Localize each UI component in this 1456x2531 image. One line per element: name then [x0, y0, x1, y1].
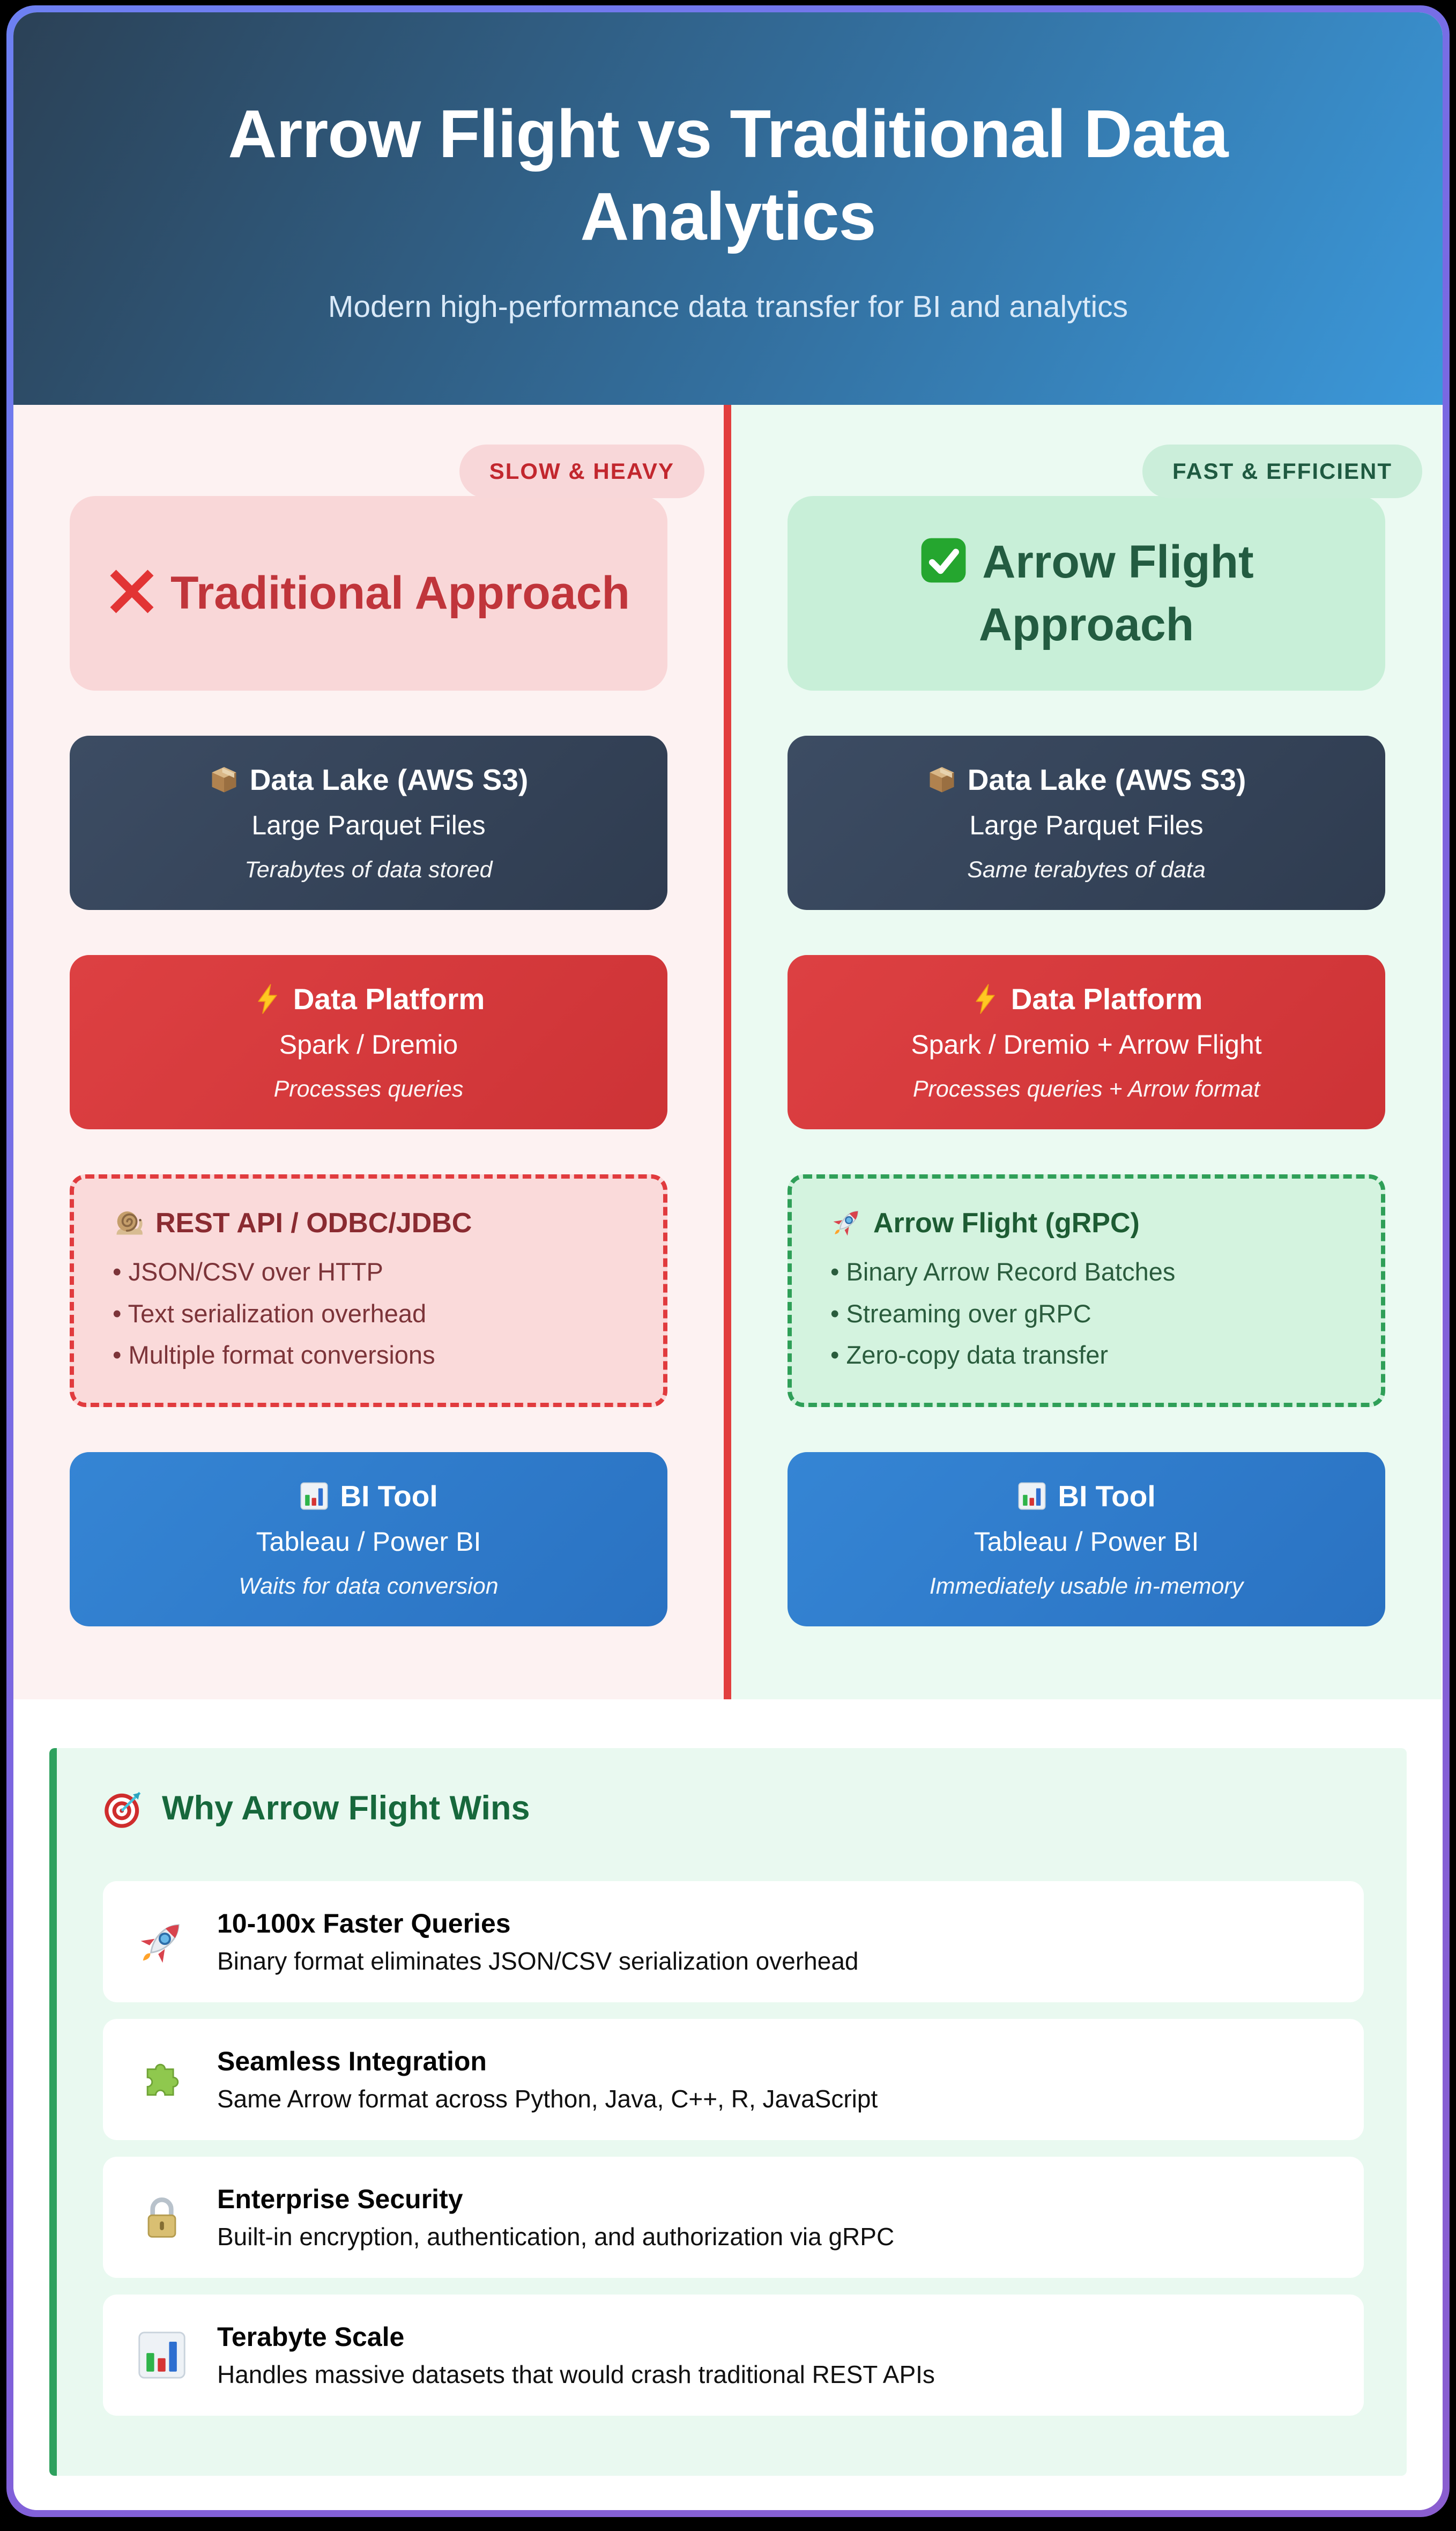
stage-line: Tableau / Power BI [974, 1526, 1199, 1557]
lock-icon [136, 2192, 188, 2243]
stage-note: Immediately usable in-memory [929, 1573, 1244, 1599]
stage-data-lake-arrow [788, 736, 1385, 910]
benefit-title: 10-100x Faster Queries [217, 1908, 511, 1938]
stage-note: Same terabytes of data [967, 857, 1206, 883]
package-icon [209, 765, 239, 795]
benefit-title: Seamless Integration [217, 2046, 487, 2076]
page-title-line2: Analytics [580, 179, 876, 254]
proto-title: Arrow Flight (gRPC) [830, 1205, 1342, 1239]
check-mark-icon [919, 536, 968, 585]
stage-arrow-flight-grpc [788, 1174, 1385, 1407]
benefit-text [217, 2321, 935, 2389]
stage-line: Tableau / Power BI [256, 1526, 481, 1557]
rocket-icon [136, 1916, 188, 1967]
bar-chart-icon [299, 1481, 329, 1511]
stage-title: Data Platform [86, 982, 651, 1016]
benefit-text [217, 2046, 878, 2113]
arrow-flight-title-box [788, 496, 1385, 691]
stage-line: Spark / Dremio [279, 1030, 458, 1060]
benefit-card-terabyte-scale [103, 2295, 1364, 2416]
stage-note: Waits for data conversion [239, 1573, 499, 1599]
stage-title: BI Tool [86, 1479, 651, 1513]
proto-title: REST API / ODBC/JDBC [113, 1205, 625, 1239]
benefit-description: Built-in encryption, authentication, and authorization via gRPC [217, 2223, 895, 2251]
arrow-flight-title [825, 531, 1348, 655]
proto-bullet-list [113, 1251, 625, 1376]
traditional-title-box [70, 496, 667, 691]
lightning-icon [970, 984, 1000, 1014]
rocket-icon [830, 1205, 864, 1239]
proto-bullet: • Streaming over gRPC [830, 1293, 1342, 1335]
benefit-text [217, 2184, 894, 2251]
stage-title: Data Platform [804, 982, 1369, 1016]
stage-note: Processes queries + Arrow format [912, 1076, 1260, 1102]
puzzle-icon [136, 2054, 188, 2105]
stage-note: Terabytes of data stored [244, 857, 493, 883]
stage-data-platform-arrow [788, 955, 1385, 1129]
snail-icon [113, 1205, 146, 1239]
proto-bullet: • Multiple format conversions [113, 1334, 625, 1376]
fast-efficient-badge: FAST & EFFICIENT [1142, 445, 1422, 498]
column-arrow-flight [731, 405, 1442, 1699]
column-traditional [13, 405, 724, 1699]
proto-bullet-list [830, 1251, 1342, 1376]
stage-line: Large Parquet Files [251, 810, 486, 840]
package-icon [927, 765, 957, 795]
stage-line: Large Parquet Files [969, 810, 1204, 840]
bar-chart-icon [1017, 1481, 1047, 1511]
stage-data-platform-traditional [70, 955, 667, 1129]
traditional-title [107, 562, 630, 624]
page-title [228, 93, 1228, 257]
stage-title: Data Lake (AWS S3) [86, 763, 651, 797]
stage-data-lake-traditional [70, 736, 667, 910]
stage-bi-tool-arrow [788, 1452, 1385, 1626]
proto-bullet: • Binary Arrow Record Batches [830, 1251, 1342, 1293]
stage-line: Spark / Dremio + Arrow Flight [911, 1030, 1262, 1060]
benefits-title-label: Why Arrow Flight Wins [162, 1789, 530, 1827]
benefits-section [13, 1699, 1443, 2510]
benefits-title [103, 1787, 1364, 1830]
comparison-section [13, 405, 1443, 1699]
stage-title: Data Lake (AWS S3) [804, 763, 1369, 797]
bar-chart-icon [136, 2329, 188, 2381]
benefit-description: Handles massive datasets that would crash traditional REST APIs [217, 2360, 935, 2388]
infographic-card [13, 12, 1443, 2510]
infographic-frame [6, 5, 1450, 2517]
stage-note: Processes queries [273, 1076, 464, 1102]
column-divider [724, 405, 731, 1699]
cross-mark-icon [107, 567, 157, 616]
traditional-title-label: Traditional Approach [170, 567, 630, 619]
benefit-description: Binary format eliminates JSON/CSV serialization overhead [217, 1947, 859, 1975]
arrow-flight-title-label: Arrow Flight Approach [978, 536, 1254, 650]
stage-title: BI Tool [804, 1479, 1369, 1513]
stage-bi-tool-traditional [70, 1452, 667, 1626]
proto-bullet: • Zero-copy data transfer [830, 1334, 1342, 1376]
benefit-card-seamless-integration [103, 2019, 1364, 2140]
page-subtitle: Modern high-performance data transfer for BI and analytics [328, 289, 1128, 324]
proto-bullet: • Text serialization overhead [113, 1293, 625, 1335]
benefit-title: Enterprise Security [217, 2184, 463, 2214]
benefit-card-faster-queries [103, 1881, 1364, 2002]
benefit-description: Same Arrow format across Python, Java, C++, R, JavaScript [217, 2085, 878, 2113]
target-icon [103, 1787, 146, 1830]
proto-bullet: • JSON/CSV over HTTP [113, 1251, 625, 1293]
stage-rest-api-traditional [70, 1174, 667, 1407]
lightning-icon [252, 984, 283, 1014]
header [13, 12, 1443, 405]
benefit-text [217, 1908, 859, 1975]
benefits-panel [49, 1748, 1407, 2476]
page-title-line1: Arrow Flight vs Traditional Data [228, 96, 1228, 172]
benefit-card-enterprise-security [103, 2157, 1364, 2278]
slow-heavy-badge: SLOW & HEAVY [459, 445, 704, 498]
benefit-title: Terabyte Scale [217, 2322, 405, 2352]
